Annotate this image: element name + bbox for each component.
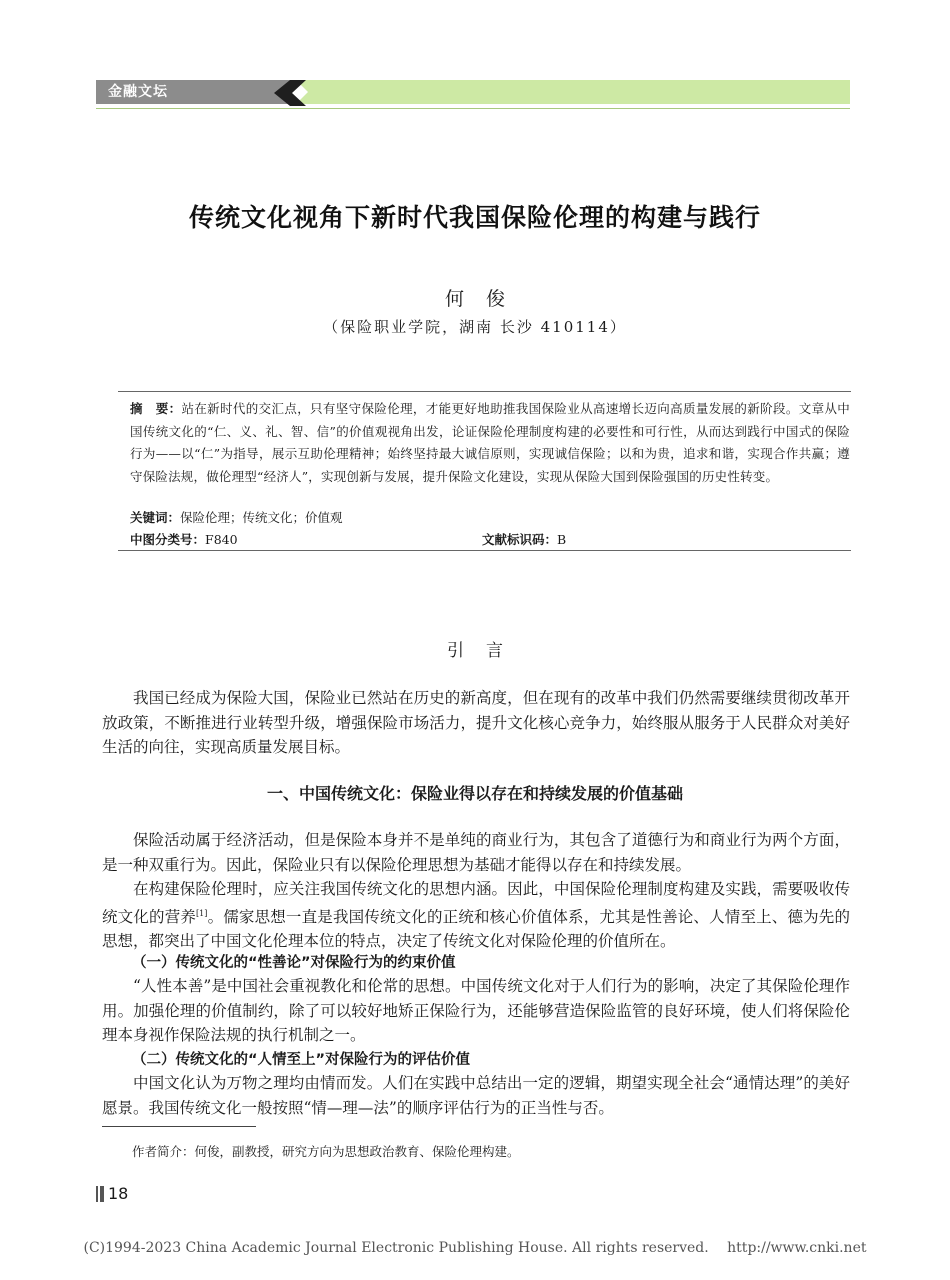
body-paragraph: 中国文化认为万物之理均由情而发。人们在实践中总结出一定的逻辑，期望实现全社会“通情达理”的美好愿景。我国传统文化一般按照“情—理—法”的顺序评估行为的正当性与否。 [102,1074,850,1117]
page-number: 18 [108,1184,129,1203]
subsection-heading: （一）传统文化的“性善论”对保险行为的约束价值 [132,955,456,971]
section-heading: 一、中国传统文化：保险业得以存在和持续发展的价值基础 [266,784,683,803]
document-code-label: 文献标识码： [482,532,558,547]
body-paragraph [102,877,850,954]
page-marker-bar [100,1186,104,1202]
intro-paragraph: 我国已经成为保险大国，保险业已然站在历史的新高度，但在现有的改革中我们仍然需要继续贯彻改革开放政策，不断推进行业转型升级，增强保险市场活力，提升文化核心竞争力，始终服从服务于人民群众对美好生活的向往，实现高质量发展目标。 [102,689,850,757]
abstract-top-rule [118,391,851,392]
footnote-rule [102,1126,256,1127]
paragraph-text: 。儒家思想一直是我国传统文化的正统和核心价值体系，尤其是性善论、人情至上、德为先的思想，都突出了中国文化伦理本位的特点，决定了传统文化对保险伦理的价值所在。 [102,907,850,951]
document-code [482,530,566,548]
header-rule [96,108,850,109]
citation-ref: [1] [196,908,208,918]
intro-heading: 引言 [447,641,525,661]
keywords-label: 关键词： [130,510,181,525]
abstract-bottom-rule [118,550,851,551]
abstract-label: 摘 要： [130,401,182,416]
author-footnote: 作者简介：何俊，副教授，研究方向为思想政治教育、保险伦理构建。 [132,1144,520,1159]
section-tag: 金融文坛 [108,84,168,100]
classification-label: 中图分类号： [130,532,206,547]
chevron-left-icon [272,80,306,106]
keywords-text: 保险伦理；传统文化；价值观 [180,510,343,525]
author-affiliation: （保险职业学院，湖南 长沙 410114） [323,318,627,336]
header-green-band [296,80,850,104]
author-name: 何俊 [444,288,527,310]
body-paragraph: 保险活动属于经济活动，但是保险本身并不是单纯的商业行为，其包含了道德行为和商业行为两个方面，是一种双重行为。因此，保险业只有以保险伦理思想为基础才能得以存在和持续发展。 [102,831,850,874]
paragraph-text: 在构建保险伦理时，应关注我国传统文化的思想内涵。因此，中国保险伦理制度构建及实践，需要吸收传统文化的营养 [102,880,850,926]
subsection-heading: （二）传统文化的“人情至上”对保险行为的评估价值 [132,1052,471,1068]
keywords [130,508,343,526]
abstract [130,398,850,488]
page-marker-bar [96,1186,98,1202]
classification [130,530,238,548]
abstract-text: 站在新时代的交汇点，只有坚守保险伦理，才能更好地助推我国保险业从高速增长迈向高质量发展的新阶段。文章从中国传统文化的“仁、义、礼、智、信”的价值观视角出发，论证保险伦理制度构建的必要性和可行性，从而达到践行中国式的保险行为——以“仁”为指导，展示互助伦理精神；始终坚持最大诚信原则，实现诚信保险；以和为贵，追求和谐，实现合作共赢；遵守保险法规，做伦理型“经济人”，实现创新与发展，提升保险文化建设，实现从保险大国到保险强国的历史性转变。 [130,401,850,484]
body-paragraph: “人性本善”是中国社会重视教化和伦常的思想。中国传统文化对于人们行为的影响，决定了其保险伦理作用。加强伦理的价值制约，除了可以较好地矫正保险行为，还能够营造保险监管的良好环境，使人们将保险伦理本身视作保险法规的执行机制之一。 [102,977,850,1045]
classification-code: F840 [205,532,238,547]
document-code-value: B [557,532,567,547]
article-title: 传统文化视角下新时代我国保险伦理的构建与践行 [188,203,761,232]
copyright-footer: (C)1994-2023 China Academic Journal Electronic Publishing House. All rights reserved. http://www.cnki.net [83,1240,867,1256]
